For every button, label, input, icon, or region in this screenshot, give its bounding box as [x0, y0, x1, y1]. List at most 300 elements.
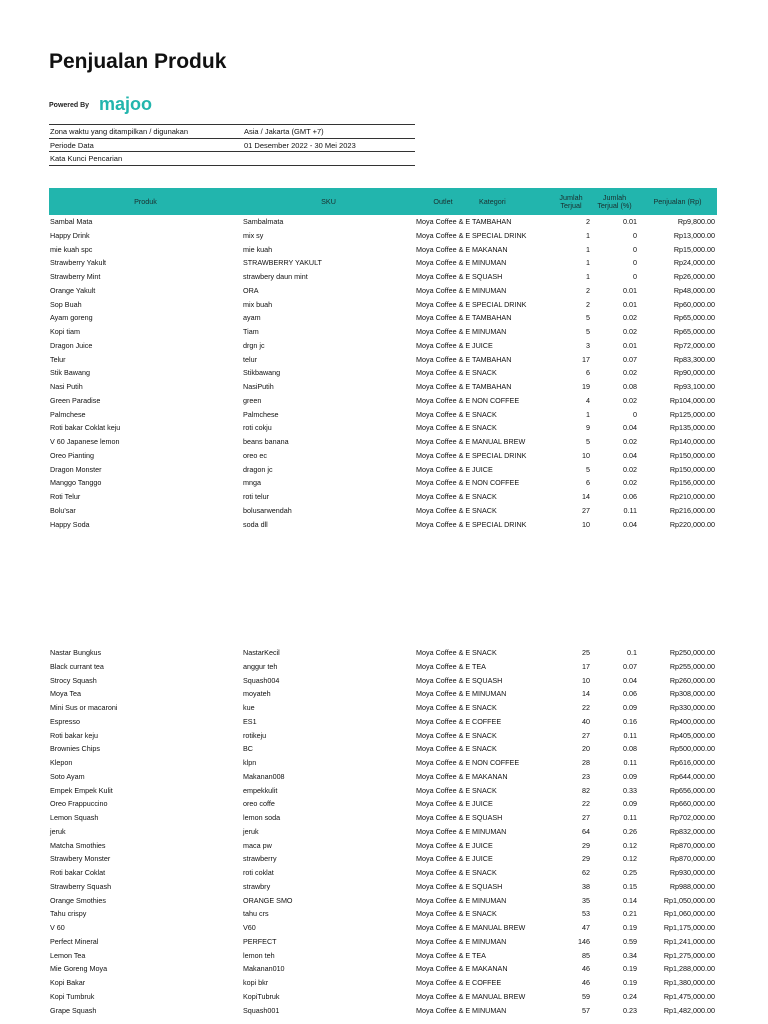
cell-outlet: Moya Coffee & E — [416, 464, 471, 474]
cell-kategori: MANUAL BREW — [472, 991, 526, 1001]
cell-jumlah: 1 — [586, 230, 590, 240]
table-row — [49, 449, 717, 463]
cell-produk: Perfect Mineral — [50, 936, 99, 946]
cell-persen: 0.25 — [623, 868, 637, 877]
table-row — [49, 962, 717, 976]
cell-outlet: Moya Coffee & E — [416, 505, 471, 515]
table-row — [49, 353, 717, 367]
cell-sku: telur — [243, 354, 257, 364]
cell-sku: Stikbawang — [243, 368, 281, 378]
cell-penjualan: Rp1,380,000.00 — [663, 978, 715, 987]
cell-kategori: SQUASH — [472, 813, 503, 822]
cell-kategori: MINUMAN — [472, 689, 507, 699]
cell-penjualan: Rp500,000.00 — [669, 744, 715, 754]
cell-sku: ORA — [243, 285, 259, 295]
cell-jumlah: 38 — [582, 881, 590, 891]
cell-persen: 0.06 — [623, 492, 637, 501]
cell-produk: Manggo Tanggo — [50, 478, 102, 488]
cell-penjualan: Rp140,000.00 — [669, 437, 715, 446]
cell-jumlah: 2 — [586, 217, 590, 226]
cell-penjualan: Rp1,275,000.00 — [663, 950, 715, 960]
cell-kategori: MANUAL BREW — [472, 437, 526, 446]
cell-outlet: Moya Coffee & E — [416, 299, 471, 309]
cell-jumlah: 25 — [582, 648, 590, 657]
cell-jumlah: 22 — [582, 799, 590, 809]
table-row — [49, 646, 717, 660]
cell-outlet: Moya Coffee & E — [416, 758, 471, 767]
cell-persen: 0.09 — [623, 703, 637, 712]
cell-persen: 0.26 — [623, 826, 637, 836]
cell-penjualan: Rp405,000.00 — [669, 730, 715, 740]
cell-outlet: Moya Coffee & E — [416, 964, 471, 974]
cell-outlet: Moya Coffee & E — [416, 689, 471, 699]
cell-kategori: SNACK — [472, 368, 497, 378]
cell-penjualan: Rp26,000.00 — [673, 272, 715, 281]
cell-outlet: Moya Coffee & E — [416, 730, 471, 740]
cell-sku: mie kuah — [243, 244, 273, 254]
cell-jumlah: 29 — [582, 840, 590, 850]
cell-outlet: Moya Coffee & E — [416, 492, 471, 501]
cell-kategori: NON COFFEE — [472, 478, 520, 488]
table-row — [49, 976, 717, 990]
cell-sku: green — [243, 395, 262, 405]
cell-produk: Strawberry Mint — [50, 272, 101, 281]
cell-jumlah: 20 — [582, 744, 590, 754]
powered-by — [49, 96, 165, 114]
info-label: Periode Data — [49, 138, 243, 152]
cell-penjualan: Rp24,000.00 — [673, 258, 715, 268]
cell-kategori: SPECIAL DRINK — [472, 230, 527, 240]
cell-produk: Strocy Squash — [50, 675, 97, 685]
cell-kategori: MANUAL BREW — [472, 923, 526, 932]
cell-produk: Green Paradise — [50, 395, 101, 405]
cell-persen: 0.11 — [623, 730, 637, 740]
table-row — [49, 298, 717, 312]
svg-text:majoo: majoo — [99, 96, 153, 114]
cell-jumlah: 6 — [586, 478, 590, 488]
cell-persen: 0.23 — [623, 1005, 637, 1015]
cell-sku: NasiPutih — [243, 382, 274, 391]
cell-outlet: Moya Coffee & E — [416, 813, 471, 822]
cell-produk: Orange Smothies — [50, 895, 106, 905]
cell-sku: klpn — [243, 758, 257, 767]
cell-outlet: Moya Coffee & E — [416, 661, 471, 671]
cell-persen: 0 — [633, 244, 637, 254]
cell-jumlah: 2 — [586, 285, 590, 295]
cell-sku: dragon jc — [243, 464, 273, 474]
cell-kategori: NON COFFEE — [472, 395, 520, 405]
col-jumlah-terjual-pct: Jumlah Terjual (%) — [591, 188, 638, 215]
cell-persen: 0.1 — [627, 648, 637, 657]
col-outlet: Outlet — [415, 188, 471, 215]
cell-penjualan: Rp216,000.00 — [669, 505, 715, 515]
cell-jumlah: 10 — [582, 519, 590, 529]
table-row — [49, 476, 717, 490]
cell-penjualan: Rp72,000.00 — [673, 340, 715, 350]
cell-penjualan: Rp644,000.00 — [669, 771, 715, 781]
cell-persen: 0.21 — [623, 909, 637, 919]
cell-penjualan: Rp210,000.00 — [669, 492, 715, 501]
cell-outlet: Moya Coffee & E — [416, 478, 471, 488]
table-row — [49, 674, 717, 688]
cell-sku: roti telur — [243, 492, 269, 501]
cell-sku: beans banana — [243, 437, 289, 446]
cell-produk: Empek Empek Kulit — [50, 785, 113, 795]
cell-produk: Ayam goreng — [50, 313, 93, 323]
cell-produk: Grape Squash — [50, 1005, 97, 1015]
cell-sku: mix buah — [243, 299, 273, 309]
cell-penjualan: Rp60,000.00 — [673, 299, 715, 309]
cell-penjualan: Rp988,000.00 — [669, 881, 715, 891]
cell-penjualan: Rp308,000.00 — [669, 689, 715, 699]
table-row — [49, 256, 717, 270]
cell-persen: 0.19 — [623, 964, 637, 974]
cell-persen: 0.08 — [623, 382, 637, 391]
cell-produk: Sambal Mata — [50, 217, 93, 226]
cell-persen: 0 — [633, 258, 637, 268]
cell-kategori: MINUMAN — [472, 327, 507, 336]
cell-sku: rotikeju — [243, 730, 267, 740]
table-row — [49, 729, 717, 743]
cell-outlet: Moya Coffee & E — [416, 450, 471, 460]
cell-sku: Makanan010 — [243, 964, 285, 974]
table-row — [49, 421, 717, 435]
cell-persen: 0.15 — [623, 881, 637, 891]
cell-outlet: Moya Coffee & E — [416, 675, 471, 685]
cell-produk: Kopi Bakar — [50, 978, 86, 987]
cell-persen: 0.09 — [623, 771, 637, 781]
cell-kategori: COFFEE — [472, 716, 502, 726]
table-row — [49, 229, 717, 243]
cell-sku: ayam — [243, 313, 261, 323]
table-row — [49, 518, 717, 532]
cell-outlet: Moya Coffee & E — [416, 771, 471, 781]
cell-sku: Squash001 — [243, 1005, 280, 1015]
cell-penjualan: Rp104,000.00 — [669, 395, 715, 405]
table-header — [49, 188, 717, 215]
cell-persen: 0.12 — [623, 840, 637, 850]
cell-jumlah: 35 — [582, 895, 590, 905]
page-title: Penjualan Produk — [49, 50, 227, 73]
info-value: Asia / Jakarta (GMT +7) — [243, 125, 415, 139]
cell-penjualan: Rp1,175,000.00 — [663, 923, 715, 932]
table-row — [49, 990, 717, 1004]
table-row — [49, 408, 717, 422]
cell-sku: strawbry — [243, 881, 271, 891]
table-row — [49, 825, 717, 839]
cell-outlet: Moya Coffee & E — [416, 230, 471, 240]
cell-persen: 0.09 — [623, 799, 637, 809]
cell-penjualan: Rp660,000.00 — [669, 799, 715, 809]
cell-jumlah: 1 — [586, 258, 590, 268]
table-row — [49, 284, 717, 298]
cell-produk: Mini Sus or macaroni — [50, 703, 118, 712]
cell-produk: Espresso — [50, 716, 80, 726]
table-row — [49, 394, 717, 408]
cell-sku: V60 — [243, 923, 256, 932]
cell-produk: Telur — [50, 354, 66, 364]
cell-penjualan: Rp9,800.00 — [677, 217, 715, 226]
cell-persen: 0.04 — [623, 450, 637, 460]
cell-jumlah: 2 — [586, 299, 590, 309]
table-row — [49, 811, 717, 825]
cell-produk: mie kuah spc — [50, 244, 93, 254]
info-value — [243, 152, 415, 166]
cell-outlet: Moya Coffee & E — [416, 354, 471, 364]
cell-jumlah: 6 — [586, 368, 590, 378]
cell-jumlah: 46 — [582, 978, 590, 987]
cell-produk: Sop Buah — [50, 299, 82, 309]
cell-jumlah: 14 — [582, 689, 590, 699]
cell-persen: 0.01 — [623, 340, 637, 350]
table-row — [49, 949, 717, 963]
cell-penjualan: Rp1,060,000.00 — [663, 909, 715, 919]
cell-kategori: SNACK — [472, 409, 497, 419]
cell-sku: strawbery daun mint — [243, 272, 308, 281]
cell-kategori: SNACK — [472, 785, 497, 795]
cell-kategori: TAMBAHAN — [472, 217, 512, 226]
cell-persen: 0 — [633, 272, 637, 281]
cell-penjualan: Rp48,000.00 — [673, 285, 715, 295]
cell-outlet: Moya Coffee & E — [416, 868, 471, 877]
cell-outlet: Moya Coffee & E — [416, 340, 471, 350]
cell-kategori: SNACK — [472, 423, 497, 433]
cell-penjualan: Rp1,241,000.00 — [663, 936, 715, 946]
cell-kategori: SNACK — [472, 703, 497, 712]
table-row — [49, 270, 717, 284]
cell-outlet: Moya Coffee & E — [416, 799, 471, 809]
cell-outlet: Moya Coffee & E — [416, 217, 471, 226]
cell-sku: strawberry — [243, 854, 277, 864]
cell-penjualan: Rp656,000.00 — [669, 785, 715, 795]
cell-jumlah: 9 — [586, 423, 590, 433]
cell-produk: Roti bakar keju — [50, 730, 98, 740]
cell-produk: Black currant tea — [50, 661, 104, 671]
cell-sku: bolusarwendah — [243, 505, 292, 515]
cell-kategori: SQUASH — [472, 881, 503, 891]
table-row — [49, 366, 717, 380]
cell-persen: 0.01 — [623, 299, 637, 309]
table-row — [49, 756, 717, 770]
cell-kategori: MINUMAN — [472, 826, 507, 836]
cell-penjualan: Rp65,000.00 — [673, 313, 715, 323]
table-row — [49, 866, 717, 880]
cell-penjualan: Rp150,000.00 — [669, 464, 715, 474]
cell-sku: kopi bkr — [243, 978, 269, 987]
table-row — [49, 852, 717, 866]
cell-sku: Palmchese — [243, 409, 279, 419]
cell-penjualan: Rp400,000.00 — [669, 716, 715, 726]
cell-kategori: MAKANAN — [472, 244, 508, 254]
cell-kategori: SNACK — [472, 730, 497, 740]
table-row — [49, 215, 717, 229]
cell-persen: 0.07 — [623, 354, 637, 364]
cell-jumlah: 5 — [586, 464, 590, 474]
cell-produk: Strawberry Squash — [50, 881, 112, 891]
cell-outlet: Moya Coffee & E — [416, 936, 471, 946]
table-row — [49, 797, 717, 811]
cell-jumlah: 82 — [582, 785, 590, 795]
cell-kategori: SNACK — [472, 909, 497, 919]
cell-persen: 0.11 — [623, 758, 637, 767]
cell-jumlah: 4 — [586, 395, 590, 405]
cell-sku: anggur teh — [243, 661, 278, 671]
cell-penjualan: Rp870,000.00 — [669, 840, 715, 850]
cell-kategori: JUICE — [472, 799, 493, 809]
cell-produk: jeruk — [50, 826, 66, 836]
cell-produk: Bolu'sar — [50, 505, 76, 515]
cell-produk: Soto Ayam — [50, 771, 85, 781]
cell-jumlah: 146 — [578, 936, 590, 946]
cell-sku: Sambalmata — [243, 217, 284, 226]
cell-penjualan: Rp1,475,000.00 — [663, 991, 715, 1001]
cell-sku: mix sy — [243, 230, 264, 240]
powered-by-label: Powered By — [49, 101, 90, 109]
cell-sku: BC — [243, 744, 253, 754]
cell-penjualan: Rp90,000.00 — [673, 368, 715, 378]
cell-jumlah: 59 — [582, 991, 590, 1001]
cell-penjualan: Rp255,000.00 — [669, 661, 715, 671]
cell-jumlah: 85 — [582, 950, 590, 960]
cell-outlet: Moya Coffee & E — [416, 716, 471, 726]
cell-persen: 0.24 — [623, 991, 637, 1001]
cell-produk: Nastar Bungkus — [50, 648, 102, 657]
cell-persen: 0.12 — [623, 854, 637, 864]
cell-sku: roti cokju — [243, 423, 272, 433]
cell-outlet: Moya Coffee & E — [416, 437, 471, 446]
cell-produk: Stik Bawang — [50, 368, 90, 378]
cell-sku: tahu crs — [243, 909, 269, 919]
cell-outlet: Moya Coffee & E — [416, 895, 471, 905]
cell-jumlah: 57 — [582, 1005, 590, 1015]
cell-kategori: COFFEE — [472, 978, 502, 987]
cell-penjualan: Rp870,000.00 — [669, 854, 715, 864]
cell-outlet: Moya Coffee & E — [416, 978, 471, 987]
cell-produk: Strawberry Yakult — [50, 258, 107, 268]
sales-table-top — [49, 188, 717, 531]
cell-persen: 0.11 — [623, 505, 637, 515]
cell-penjualan: Rp93,100.00 — [673, 382, 715, 391]
cell-outlet: Moya Coffee & E — [416, 409, 471, 419]
table-row — [49, 660, 717, 674]
cell-kategori: MINUMAN — [472, 258, 507, 268]
cell-produk: Tahu crispy — [50, 909, 87, 919]
col-produk: Produk — [49, 188, 242, 215]
cell-jumlah: 1 — [586, 409, 590, 419]
cell-outlet: Moya Coffee & E — [416, 909, 471, 919]
col-kategori: Kategori — [471, 188, 551, 215]
table-row — [49, 839, 717, 853]
report-info — [49, 124, 415, 166]
cell-produk: Happy Drink — [50, 230, 90, 240]
cell-jumlah: 40 — [582, 716, 590, 726]
col-jumlah-terjual: Jumlah Terjual — [551, 188, 591, 215]
cell-produk: Lemon Squash — [50, 813, 99, 822]
table-row — [49, 243, 717, 257]
cell-kategori: TAMBAHAN — [472, 313, 512, 323]
cell-jumlah: 53 — [582, 909, 590, 919]
cell-persen: 0.02 — [623, 464, 637, 474]
cell-produk: Oreo Pianting — [50, 450, 94, 460]
cell-sku: PERFECT — [243, 936, 277, 946]
cell-produk: Palmchese — [50, 409, 86, 419]
cell-persen: 0.01 — [623, 217, 637, 226]
cell-outlet: Moya Coffee & E — [416, 703, 471, 712]
cell-produk: Brownies Chips — [50, 744, 100, 754]
cell-outlet: Moya Coffee & E — [416, 950, 471, 960]
cell-outlet: Moya Coffee & E — [416, 285, 471, 295]
cell-persen: 0.02 — [623, 313, 637, 323]
cell-produk: Roti bakar Coklat — [50, 868, 106, 877]
table-row — [49, 742, 717, 756]
cell-kategori: MINUMAN — [472, 895, 507, 905]
cell-jumlah: 14 — [582, 492, 590, 501]
cell-persen: 0.08 — [623, 744, 637, 754]
cell-penjualan: Rp1,288,000.00 — [663, 964, 715, 974]
cell-outlet: Moya Coffee & E — [416, 840, 471, 850]
col-sku: SKU — [242, 188, 415, 215]
cell-kategori: JUICE — [472, 854, 493, 864]
cell-jumlah: 17 — [582, 661, 590, 671]
table-row — [49, 880, 717, 894]
majoo-logo — [99, 96, 165, 114]
cell-sku: lemon teh — [243, 950, 275, 960]
cell-jumlah: 47 — [582, 923, 590, 932]
cell-outlet: Moya Coffee & E — [416, 881, 471, 891]
cell-sku: Makanan008 — [243, 771, 285, 781]
cell-produk: Dragon Monster — [50, 464, 102, 474]
cell-jumlah: 23 — [582, 771, 590, 781]
cell-kategori: MAKANAN — [472, 771, 508, 781]
cell-kategori: JUICE — [472, 340, 493, 350]
cell-persen: 0.04 — [623, 423, 637, 433]
table-row — [49, 687, 717, 701]
cell-penjualan: Rp156,000.00 — [669, 478, 715, 488]
cell-outlet: Moya Coffee & E — [416, 327, 471, 336]
cell-outlet: Moya Coffee & E — [416, 382, 471, 391]
cell-produk: Klepon — [50, 758, 73, 767]
cell-jumlah: 27 — [582, 813, 590, 822]
info-value: 01 Desember 2022 - 30 Mei 2023 — [243, 138, 415, 152]
cell-jumlah: 27 — [582, 730, 590, 740]
cell-sku: empekkulit — [243, 785, 278, 795]
cell-produk: Kopi tiam — [50, 327, 80, 336]
cell-kategori: MINUMAN — [472, 285, 507, 295]
table-row — [49, 435, 717, 449]
cell-penjualan: Rp330,000.00 — [669, 703, 715, 712]
cell-penjualan: Rp83,300.00 — [673, 354, 715, 364]
cell-jumlah: 28 — [582, 758, 590, 767]
info-row — [49, 152, 415, 166]
cell-sku: STRAWBERRY YAKULT — [243, 258, 322, 268]
cell-penjualan: Rp125,000.00 — [669, 409, 715, 419]
cell-outlet: Moya Coffee & E — [416, 272, 471, 281]
cell-kategori: SPECIAL DRINK — [472, 299, 527, 309]
cell-outlet: Moya Coffee & E — [416, 244, 471, 254]
cell-kategori: JUICE — [472, 464, 493, 474]
cell-kategori: TEA — [472, 661, 486, 671]
cell-sku: Tiam — [243, 327, 259, 336]
cell-kategori: SNACK — [472, 492, 497, 501]
cell-produk: Roti Telur — [50, 492, 81, 501]
cell-outlet: Moya Coffee & E — [416, 258, 471, 268]
cell-jumlah: 5 — [586, 327, 590, 336]
cell-jumlah: 22 — [582, 703, 590, 712]
table-row — [49, 784, 717, 798]
sales-table-bottom — [49, 646, 717, 1017]
cell-persen: 0.02 — [623, 368, 637, 378]
cell-sku: ES1 — [243, 716, 257, 726]
